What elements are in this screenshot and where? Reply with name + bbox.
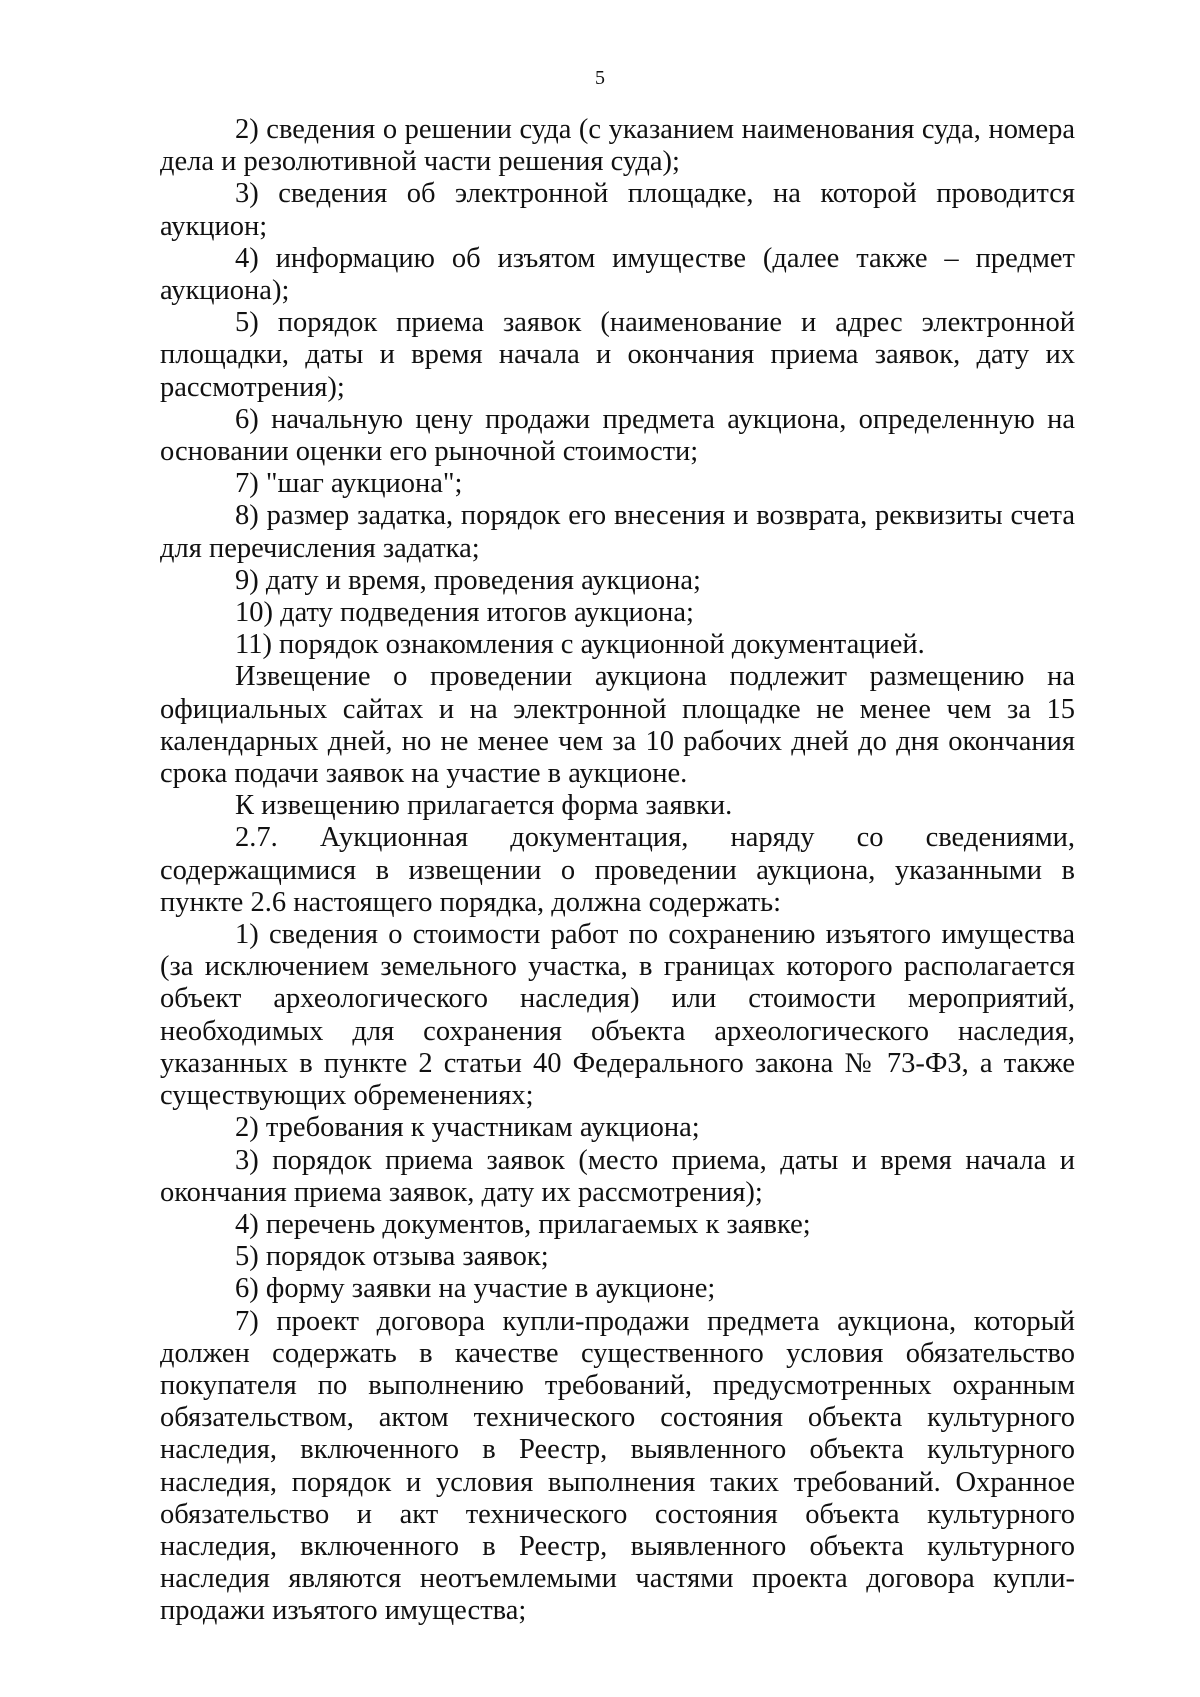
paragraph: 2) сведения о решении суда (с указанием наименования суда, номера дела и резолютивной части решения суда); — [160, 114, 1075, 178]
paragraph: 8) размер задатка, порядок его внесения и возврата, реквизиты счета для перечисления задатка; — [160, 500, 1075, 564]
paragraph: 3) порядок приема заявок (место приема, даты и время начала и окончания приема заявок, дату их рассмотрения); — [160, 1144, 1075, 1208]
paragraph: 5) порядок приема заявок (наименование и адрес электронной площадки, даты и время начала и окончания приема заявок, дату их рассмотрения); — [160, 307, 1075, 403]
paragraph: 6) начальную цену продажи предмета аукциона, определенную на основании оценки его рыночной стоимости; — [160, 403, 1075, 468]
paragraph: 2.7. Аукционная документация, наряду со сведениями, содержащимися в извещении о проведении аукциона, указанными в пункте 2.6 настоящего порядка, должна содержать: — [160, 822, 1075, 918]
paragraph: 3) сведения об электронной площадке, на которой проводится аукцион; — [160, 178, 1075, 242]
paragraph: 10) дату подведения итогов аукциона; — [235, 597, 694, 629]
paragraph: 2) требования к участникам аукциона; — [235, 1112, 700, 1144]
paragraph: 6) форму заявки на участие в аукционе; — [235, 1273, 716, 1305]
paragraph: 4) перечень документов, прилагаемых к заявке; — [235, 1208, 811, 1240]
paragraph: 4) информацию об изъятом имуществе (далее также – предмет аукциона); — [160, 242, 1075, 307]
paragraph: Извещение о проведении аукциона подлежит размещению на официальных сайтах и на электронной площадке не менее чем за 15 календарных дней, но не менее чем за 10 рабочих дней до дня окончания срока подачи заявок на участие в аукционе. — [160, 661, 1075, 790]
paragraph: 11) порядок ознакомления с аукционной документацией. — [235, 629, 925, 661]
paragraph: К извещению прилагается форма заявки. — [235, 790, 733, 822]
document-body — [160, 114, 1075, 1628]
page-number: 5 — [595, 67, 605, 89]
paragraph: 9) дату и время, проведения аукциона; — [235, 564, 701, 596]
paragraph: 7) "шаг аукциона"; — [235, 468, 463, 500]
paragraph: 7) проект договора купли-продажи предмета аукциона, который должен содержать в качестве существенного условия обязательство покупателя по выполнению требований, предусмотренных охранным обязательством, актом технического состояния объекта культурного наследия, включенного в Реестр, выявленного объекта культурного наследия, порядок и условия выполнения таких требований. Охранное обязательство и акт технического состояния объекта культурного наследия, включенного в Реестр, выявленного объекта культурного наследия являются неотъемлемыми частями проекта договора купли-продажи изъятого имущества; — [160, 1305, 1075, 1627]
paragraph: 5) порядок отзыва заявок; — [235, 1241, 549, 1273]
paragraph: 1) сведения о стоимости работ по сохранению изъятого имущества (за исключением земельного участка, в границах которого располагается объект археологического наследия) или стоимости мероприятий, необходимых для сохранения объекта археологического наследия, указанных в пункте 2 статьи 40 Федерального закона № 73-ФЗ, а также существующих обременениях; — [160, 919, 1075, 1112]
